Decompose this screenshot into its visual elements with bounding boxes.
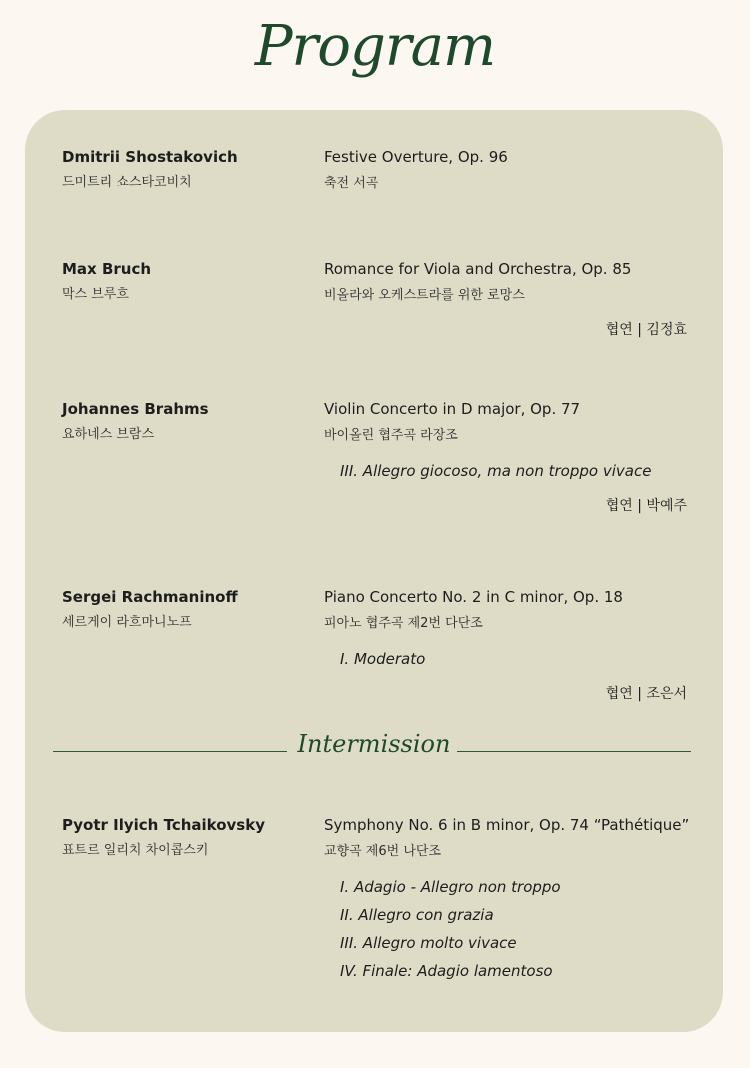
movement-list — [324, 457, 704, 485]
composer-name-en: Sergei Rachmaninoff — [62, 588, 238, 606]
work-title-ko: 축전 서곡 — [324, 176, 379, 191]
movement: I. Moderato — [340, 650, 426, 668]
work-title-en: Violin Concerto in D major, Op. 77 — [324, 400, 581, 418]
composer-name-ko: 표트르 일리치 차이콥스키 — [62, 843, 209, 858]
program-card — [25, 110, 723, 1032]
movement: IV. Finale: Adagio lamentoso — [340, 962, 553, 980]
work — [324, 816, 704, 985]
work-title-ko: 비올라와 오케스트라를 위한 로망스 — [324, 288, 525, 303]
composer-name-ko: 세르게이 라흐마니노프 — [62, 615, 192, 630]
soloist: 협연 | 조은서 — [605, 686, 687, 702]
composer-name-ko: 드미트리 쇼스타코비치 — [62, 175, 192, 190]
composer-name-ko: 요하네스 브람스 — [62, 427, 155, 442]
work-title-en: Symphony No. 6 in B minor, Op. 74 “Pathétique” — [324, 816, 690, 834]
work-title-ko: 교향곡 제6번 나단조 — [324, 844, 441, 859]
soloist: 협연 | 김정효 — [605, 322, 687, 338]
movement: I. Adagio - Allegro non troppo — [340, 878, 561, 896]
work-title-en: Festive Overture, Op. 96 — [324, 148, 508, 166]
composer — [62, 400, 302, 442]
composer-name-en: Pyotr Ilyich Tchaikovsky — [62, 816, 265, 834]
composer — [62, 816, 302, 858]
work — [324, 148, 704, 191]
intermission-label: Intermission — [297, 730, 451, 758]
movement-list — [324, 645, 704, 673]
movement-list — [324, 873, 704, 985]
movement: III. Allegro giocoso, ma non troppo vivace — [340, 462, 652, 480]
work — [324, 260, 704, 303]
movement: III. Allegro molto vivace — [340, 934, 517, 952]
movement: II. Allegro con grazia — [340, 906, 494, 924]
composer — [62, 148, 302, 190]
work-title-ko: 바이올린 협주곡 라장조 — [324, 428, 458, 443]
composer — [62, 260, 302, 302]
work-title-en: Romance for Viola and Orchestra, Op. 85 — [324, 260, 632, 278]
work-title-ko: 피아노 협주곡 제2번 다단조 — [324, 616, 483, 631]
composer-name-en: Max Bruch — [62, 260, 152, 278]
composer-name-en: Johannes Brahms — [62, 400, 209, 418]
work — [324, 400, 704, 485]
intermission-divider — [25, 730, 723, 770]
work — [324, 588, 704, 673]
composer — [62, 588, 302, 630]
soloist: 협연 | 박예주 — [605, 498, 687, 514]
work-title-en: Piano Concerto No. 2 in C minor, Op. 18 — [324, 588, 623, 606]
page-title: Program — [254, 14, 496, 79]
composer-name-en: Dmitrii Shostakovich — [62, 148, 238, 166]
composer-name-ko: 막스 브루흐 — [62, 287, 129, 302]
